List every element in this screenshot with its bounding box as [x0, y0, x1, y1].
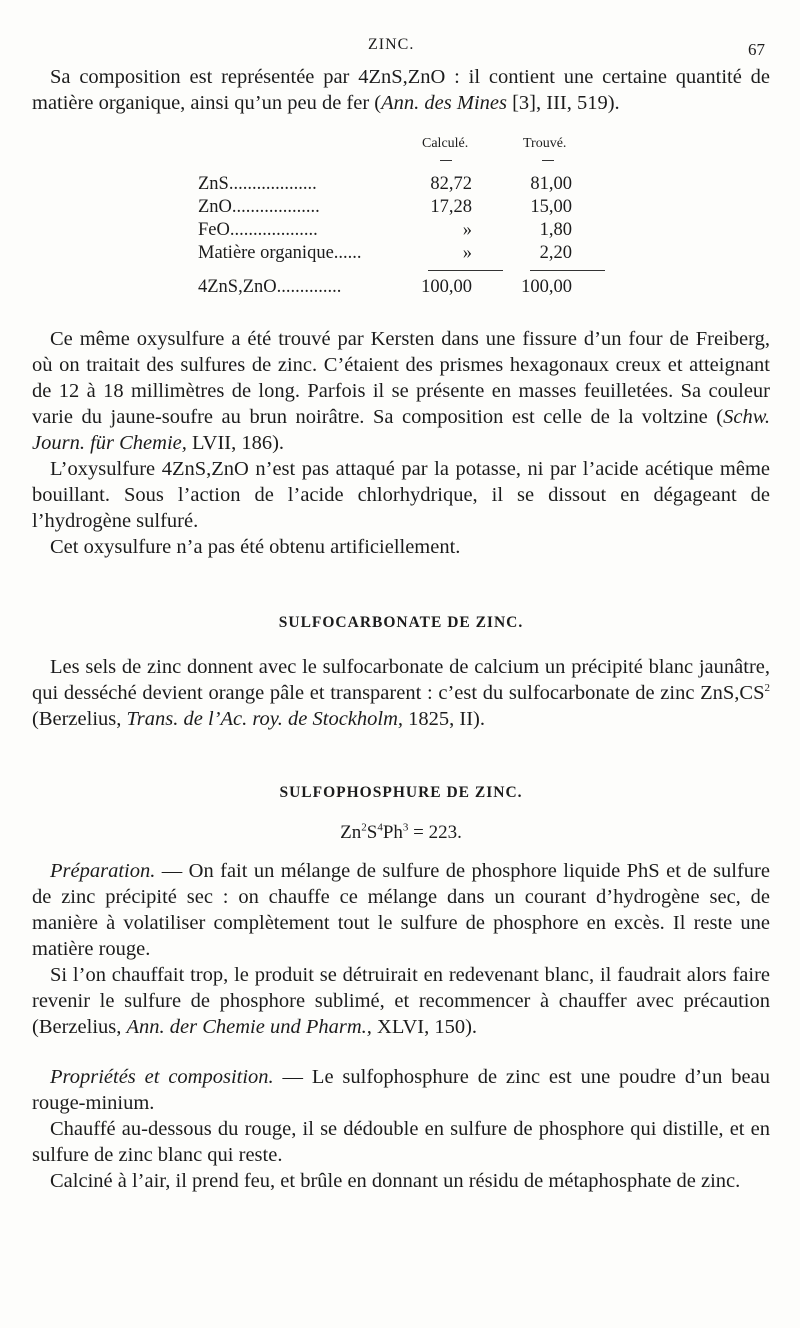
row-label: FeO................... [198, 220, 318, 240]
overheating-reference: Ann. der Chemie und Pharm., [126, 1016, 372, 1038]
sum-rule-found [530, 270, 605, 271]
running-head [0, 36, 800, 58]
preparation-paragraph [32, 858, 770, 962]
overheating-paragraph [32, 962, 770, 1040]
section-heading-sulfocarbonate: SULFOCARBONATE DE ZINC. [278, 614, 524, 631]
sulfocarbonate-reference: Trans. de l’Ac. roy. de Stockholm, [126, 708, 404, 730]
page-body [32, 64, 770, 1194]
properties-text: — Le sulfophosphure de zinc est une poudre d’un beau rouge-minium. [32, 1066, 770, 1114]
row-label: Matière organique...... [198, 243, 362, 263]
row-calc: 100,00 [421, 277, 472, 297]
composition-text: Sa composition est représentée par 4ZnS,ZnO : il contient une certaine quantité de matière organique, ainsi qu’un peu de fer ( [32, 66, 770, 114]
sulfocarbonate-paragraph [32, 654, 770, 732]
table-total-row [198, 277, 578, 299]
table-row [198, 243, 578, 265]
formula-part: Zn [340, 822, 362, 843]
running-head-title: ZINC. [368, 36, 415, 53]
sum-rule-calc [428, 270, 503, 271]
row-calc: 82,72 [430, 174, 472, 194]
kersten-text: Ce même oxysulfure a été trouvé par Kersten dans une fissure d’un four de Freiberg, où on traitait des sulfures de zinc. C’étaient des prismes hexagonaux creux et atteignant de 12 à 18 millimètres de long. Parfois il se présente en masses feuilletées. Sa couleur varie du jaune-soufre au brun noirâtre. Sa composition est celle de la voltzine ( [32, 328, 770, 428]
preparation-text: — On fait un mélange de sulfure de phosphore liquide PhS et de sulfure de zinc précipité sec : on chauffe ce mélange dans un courant d’hydrogène sec, de manière à volatiliser complètement tout le sulfure de phosphore en excès. Il reste une matière rouge. [32, 860, 770, 960]
formula-sup: 3 [402, 821, 409, 834]
page-number: 67 [748, 40, 765, 59]
row-found: 2,20 [539, 243, 572, 263]
row-found: 100,00 [521, 277, 572, 297]
properties-label: Propriétés et composition. [50, 1066, 274, 1088]
row-found: 15,00 [530, 197, 572, 217]
formula-part: Ph [382, 822, 403, 843]
header-trouve: Trouvé. [523, 136, 567, 151]
composition-paragraph [32, 64, 770, 116]
row-label: ZnO................... [198, 197, 320, 217]
formula-part: S [366, 822, 378, 843]
oxysulfure-reaction-paragraph: L’oxysulfure 4ZnS,ZnO n’est pas attaqué par la potasse, ni par l’acide acétique même bouillant. Sous l’action de l’acide chlorhydrique, il se dissout en dégageant de l’hydrogène sulfuré. [32, 458, 770, 532]
sulfocarbonate-text-end: 1825, II). [403, 708, 486, 730]
sulfocarbonate-text-mid: (Berzelius, [32, 708, 127, 730]
row-label: 4ZnS,ZnO.............. [198, 277, 342, 297]
overheating-text: Si l’on chauffait trop, le produit se détruirait en redevenant blanc, il faudrait alors faire revenir le sulfure de phosphore sublimé, et recommencer à chauffer avec précaution (Berzelius, [32, 964, 770, 1038]
kersten-reference: Schw. Journ. für Chemie, [32, 406, 770, 454]
composition-text-end: [3], III, 519). [506, 92, 620, 114]
kersten-paragraph [32, 326, 770, 456]
row-calc: 17,28 [430, 197, 472, 217]
kersten-text-end: LVII, 186). [186, 432, 285, 454]
calcination-paragraph: Calciné à l’air, il prend feu, et brûle en donnant un résidu de métaphosphate de zinc. [50, 1170, 741, 1192]
table-row [198, 220, 578, 242]
formula-sup: 4 [377, 821, 383, 834]
analysis-table [32, 124, 770, 314]
composition-reference: Ann. des Mines [381, 92, 507, 114]
oxysulfure-synthesis-paragraph: Cet oxysulfure n’a pas été obtenu artificiellement. [50, 536, 461, 558]
properties-paragraph [32, 1064, 770, 1116]
sulfocarbonate-text: Les sels de zinc donnent avec le sulfocarbonate de calcium un précipité blanc jaunâtre, qui desséché devient orange pâle et transparent : c’est du sulfocarbonate de zinc ZnS,CS [32, 656, 770, 704]
row-calc: » [462, 220, 472, 240]
header-dash-found [542, 160, 554, 161]
row-label: ZnS................... [198, 174, 317, 194]
overheating-text-end: XLVI, 150). [371, 1016, 478, 1038]
sulfocarbonate-superscript: 2 [764, 682, 770, 695]
row-found: 81,00 [530, 174, 572, 194]
row-calc: » [462, 243, 472, 263]
section-heading-sulfophosphure: SULFOPHOSPHURE DE ZINC. [279, 784, 523, 801]
formula-sup: 2 [361, 821, 367, 834]
header-dash-calc [440, 160, 452, 161]
formula-part: = 223. [408, 822, 462, 843]
header-calcule: Calculé. [422, 136, 469, 151]
heating-paragraph: Chauffé au-dessous du rouge, il se dédouble en sulfure de phosphore qui distille, et en sulfure de zinc blanc qui reste. [32, 1118, 770, 1166]
preparation-label: Préparation. [50, 860, 156, 882]
table-row [198, 174, 578, 196]
table-row [198, 197, 578, 219]
sulfophosphure-formula [32, 820, 770, 846]
row-found: 1,80 [539, 220, 572, 240]
